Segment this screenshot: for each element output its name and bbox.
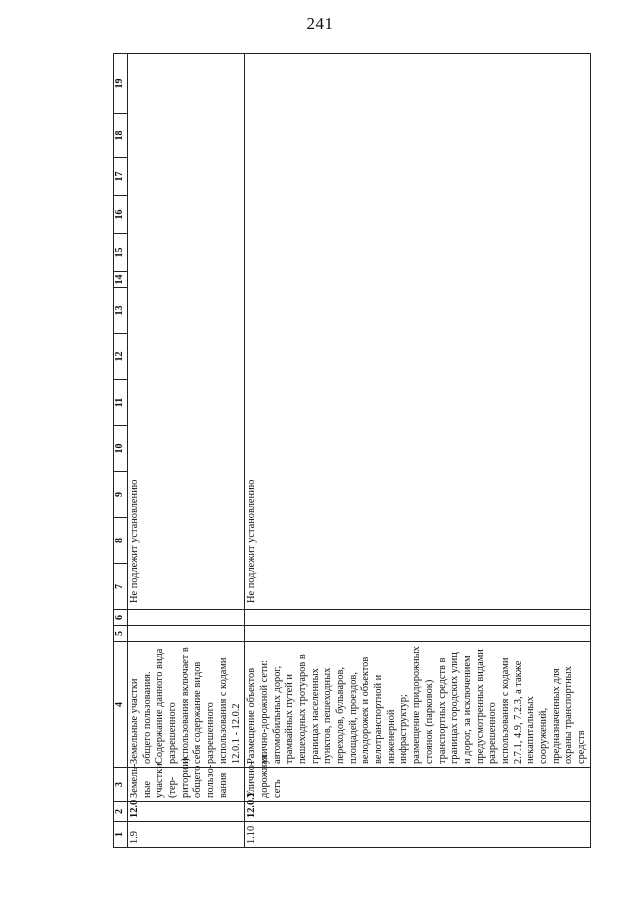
col-header: 8	[114, 518, 128, 564]
col-header: 19	[114, 54, 128, 114]
land-use-table	[113, 53, 591, 848]
row-name: Улично-дорожная сеть	[245, 768, 591, 802]
col-header: 16	[114, 196, 128, 234]
col-header: 14	[114, 272, 128, 288]
col-header: 4	[114, 642, 128, 768]
col-header: 2	[114, 802, 128, 822]
header-row	[114, 54, 128, 848]
col-header: 10	[114, 426, 128, 472]
col-header: 18	[114, 114, 128, 158]
empty-cell	[245, 626, 591, 642]
col-header: 15	[114, 234, 128, 272]
row-number: 1.9	[128, 822, 245, 848]
row-description: Земельные участки общего пользования. Содержание данного вида разрешенного использования включает в себя содержание видов разрешенного использования с кодами 12.0.1 - 12.0.2	[128, 642, 245, 768]
table-row	[128, 54, 245, 848]
row-span-text: Не подлежит установлению	[245, 54, 591, 610]
row-code: 12.0	[128, 802, 245, 822]
col-header: 12	[114, 334, 128, 380]
row-description: Размещение объектов улично-дорожной сети: автомобильных дорог, трамвайных путей и пешеходных тротуаров в границах населенных пунктов, пешеходных переходов, бульваров, площадей, проездов, велодорожек и объектов велотранспортной и инженерной инфраструктур; размещение придорожных стоянок (парковок) транспортных средств в границах городских улиц и дорог, за исключением предусмотренных видами разрешенного использования с кодами 2.7.1, 4.9, 7.2.3, а также некапитальных сооружений, предназначенных для охраны транспортных средств	[245, 642, 591, 768]
table-row	[245, 54, 591, 848]
empty-cell	[128, 610, 245, 626]
page-number: 241	[306, 14, 334, 33]
row-name: Земель-ные участки (тер-ритории) общего пользо-вания	[128, 768, 245, 802]
col-header: 5	[114, 626, 128, 642]
empty-cell	[245, 610, 591, 626]
col-header: 17	[114, 158, 128, 196]
col-header: 13	[114, 288, 128, 334]
rotated-table-container	[113, 58, 588, 848]
col-header: 1	[114, 822, 128, 848]
col-header: 7	[114, 564, 128, 610]
row-code: 12.0.1	[245, 802, 591, 822]
row-number: 1.10	[245, 822, 591, 848]
empty-cell	[128, 626, 245, 642]
col-header: 3	[114, 768, 128, 802]
col-header: 9	[114, 472, 128, 518]
row-span-text: Не подлежит установлению	[128, 54, 245, 610]
col-header: 6	[114, 610, 128, 626]
col-header: 11	[114, 380, 128, 426]
